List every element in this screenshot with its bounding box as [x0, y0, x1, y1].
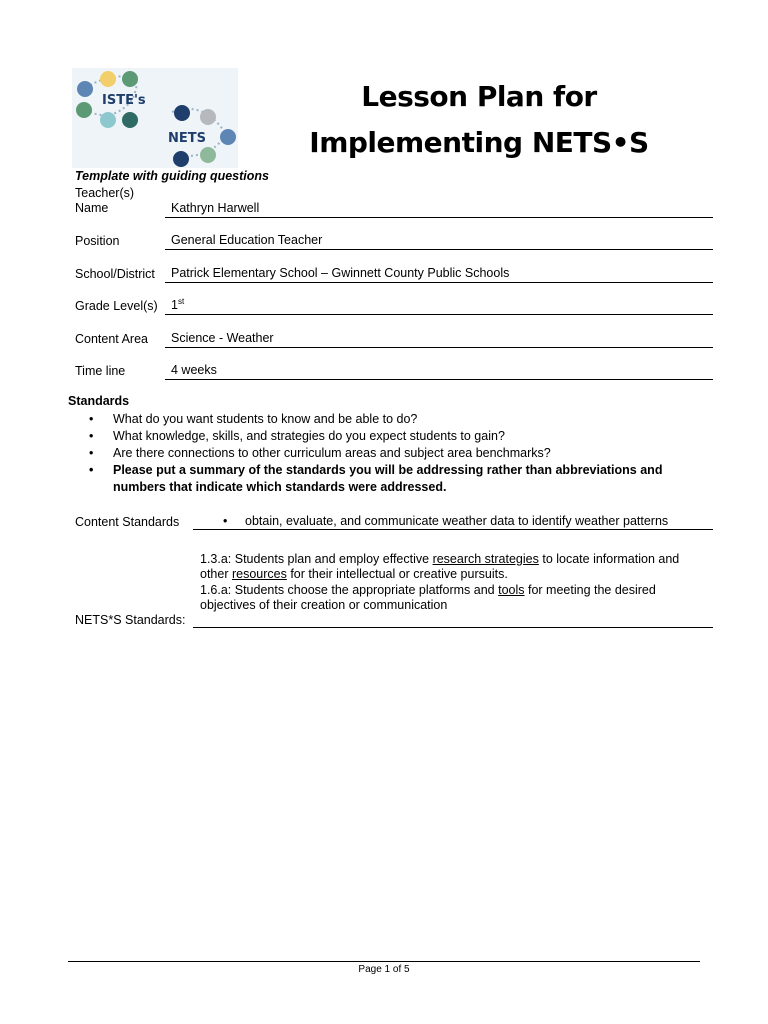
guiding-question: • What knowledge, skills, and strategies do you expect students to gain?: [86, 428, 686, 445]
guiding-questions-list: [86, 411, 686, 496]
time-line-label: Time line: [75, 364, 126, 378]
nets-standard-1: [200, 552, 710, 583]
footer-divider: [68, 961, 700, 962]
guiding-question: • What do you want students to know and be able to do?: [86, 411, 686, 428]
nets-standards-text: [200, 552, 710, 613]
logo-graphic: [72, 68, 238, 168]
template-subtitle: Template with guiding questions: [75, 169, 269, 183]
content-standard-text: obtain, evaluate, and communicate weather data to identify weather patterns: [245, 514, 669, 528]
nets-standards-label: NETS*S Standards:: [75, 613, 186, 627]
nets-1-term-research-strategies: research strategies: [432, 552, 539, 566]
logo-text-iste: ISTE's: [102, 93, 146, 108]
standards-heading: Standards: [68, 394, 130, 408]
title-line-2: Implementing NETS•S: [309, 126, 649, 159]
nets-1-term-resources: resources: [231, 567, 287, 582]
nets-2-term-tools: tools: [498, 582, 525, 597]
content-standards-value: [193, 513, 713, 530]
page-number: Page 1 of 5: [358, 964, 410, 975]
teacher-name-value: Kathryn Harwell: [165, 201, 713, 218]
grade-level-number: 1: [171, 298, 178, 312]
grade-level-label: Grade Level(s): [75, 299, 158, 313]
content-area-value: Science - Weather: [165, 331, 713, 348]
nets-standards-underline: [193, 627, 713, 628]
school-district-value: Patrick Elementary School – Gwinnett County Public Schools: [165, 266, 713, 283]
school-district-label: School/District: [75, 267, 155, 281]
nets-1-text-c: for their intellectual or creative pursuits.: [286, 567, 508, 582]
nets-standard-2: [200, 583, 710, 614]
position-label: Position: [75, 234, 120, 248]
grade-level-value: [165, 298, 713, 315]
content-area-label: Content Area: [75, 332, 148, 346]
nets-1-text-a: 1.3.a: Students plan and employ effective: [200, 552, 433, 566]
time-line-value: 4 weeks: [165, 363, 713, 380]
bullet-icon: •: [223, 514, 228, 528]
guiding-question-emphasis: • Please put a summary of the standards you will be addressing rather than abbreviations and numbers that indicate which standards were addressed.: [86, 462, 686, 496]
position-value: General Education Teacher: [165, 233, 713, 250]
teacher-label-line-2: Name: [75, 201, 109, 215]
iste-nets-logo: [72, 68, 238, 168]
nets-2-text-b: for meeting the desired objectives of their creation or communication: [200, 582, 656, 612]
nets-2-text-a: 1.6.a: Students choose the appropriate platforms and: [200, 582, 499, 597]
nets-1-text-b: to locate information and other: [200, 552, 680, 582]
title-line-1: Lesson Plan for: [361, 80, 597, 113]
teacher-name-label: [75, 186, 134, 216]
grade-level-suffix: st: [177, 297, 185, 306]
teacher-label-line-1: Teacher(s): [75, 186, 135, 200]
guiding-question: • Are there connections to other curriculum areas and subject area benchmarks?: [86, 445, 686, 462]
content-standards-label: Content Standards: [75, 515, 180, 529]
page-title: [300, 74, 658, 166]
logo-text-nets: NETS: [168, 131, 206, 146]
